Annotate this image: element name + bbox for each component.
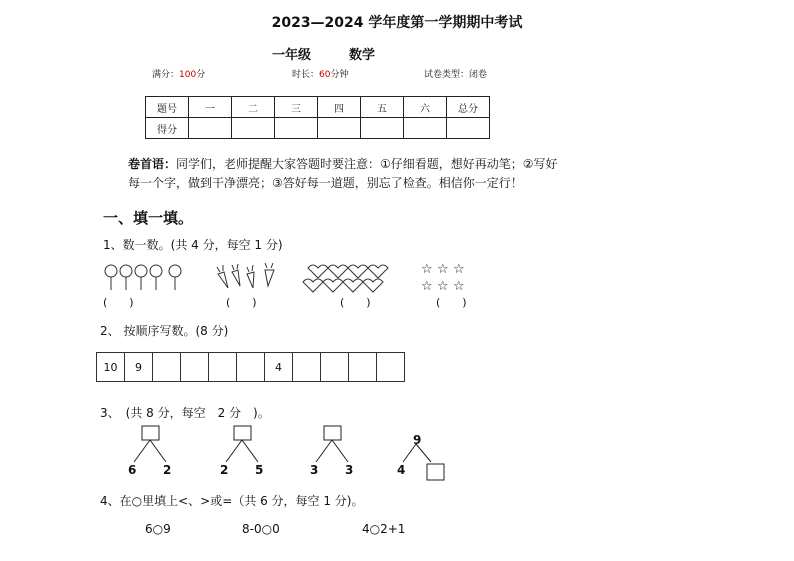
bond-left-number: 4 (397, 463, 406, 477)
time-value: 60 (319, 70, 331, 80)
sequence-blank[interactable] (181, 353, 209, 382)
counting-pictures (100, 260, 500, 296)
bond-right-number: 2 (163, 463, 172, 477)
score-cell: 六 (404, 97, 447, 118)
score-cell: 五 (361, 97, 404, 118)
sequence-blank[interactable] (321, 353, 349, 382)
score-cell: 三 (275, 97, 318, 118)
grade-label: 一年级 (272, 48, 312, 63)
svg-text:☆: ☆ (437, 279, 449, 294)
comparison-item[interactable]: 6○9 (145, 522, 171, 536)
sequence-cell: 10 (97, 353, 125, 382)
score-table-header-row (146, 97, 490, 118)
carrot-icon (217, 263, 274, 288)
score-input-cell[interactable] (318, 118, 361, 139)
bond-right-number: 3 (345, 463, 354, 477)
score-cell: 得分 (146, 118, 189, 139)
question-3-text: 3、 (共 8 分，每空 2 分 )。 (100, 406, 270, 420)
question-4-text: 4、在○里填上<、>或=（共 6 分，每空 1 分)。 (100, 494, 364, 508)
bond-right-number: 5 (255, 463, 264, 477)
score-input-cell[interactable] (232, 118, 275, 139)
score-table-score-row (146, 118, 490, 139)
sequence-blank[interactable] (377, 353, 405, 382)
score-input-cell[interactable] (447, 118, 490, 139)
sequence-blank[interactable] (153, 353, 181, 382)
score-cell: 二 (232, 97, 275, 118)
sequence-cell: 4 (265, 353, 293, 382)
exam-title: 2023—2024 学年度第一学期期中考试 (271, 15, 523, 31)
bond-left-number: 2 (220, 463, 229, 477)
answer-box[interactable] (427, 464, 444, 480)
svg-text:☆: ☆ (453, 279, 465, 294)
lollipop-icon (105, 265, 181, 290)
answer-blank[interactable]: ( ) (436, 296, 467, 309)
score-cell: 一 (189, 97, 232, 118)
score-input-cell[interactable] (361, 118, 404, 139)
sequence-blank[interactable] (209, 353, 237, 382)
answer-box[interactable] (324, 426, 341, 440)
subject-label: 数学 (349, 48, 376, 63)
sequence-blank[interactable] (237, 353, 265, 382)
sequence-cell: 9 (125, 353, 153, 382)
sequence-blank[interactable] (293, 353, 321, 382)
answer-box[interactable] (142, 426, 159, 440)
comparison-item[interactable]: 8-0○0 (242, 522, 280, 536)
question-2-text: 2、 按顺序写数。(8 分) (100, 324, 229, 338)
sequence-blank[interactable] (349, 353, 377, 382)
message-text: 同学们，老师提醒大家答题时要注意：①仔细看题，想好再动笔；②写好每一个字，做到干净漂亮；③答好每一道题，别忘了检查。相信你一定行！ (128, 157, 558, 190)
star-icon (421, 262, 465, 294)
answer-blank[interactable]: ( ) (340, 296, 371, 309)
section-title: 一、填一填。 (103, 209, 194, 227)
score-cell: 四 (318, 97, 361, 118)
bond-top-number: 9 (413, 433, 422, 447)
score-cell: 题号 (146, 97, 189, 118)
paper-type: 试卷类型：闭卷 (424, 70, 488, 80)
svg-text:☆: ☆ (421, 279, 433, 294)
score-table (145, 96, 490, 139)
svg-text:☆: ☆ (453, 262, 465, 277)
question-1-text: 1、数一数。(共 4 分，每空 1 分) (103, 238, 283, 252)
score-input-cell[interactable] (404, 118, 447, 139)
number-sequence-table (96, 352, 405, 382)
exam-time: 时长：60分钟 (292, 70, 349, 80)
full-score: 满分：100分 (152, 70, 206, 80)
svg-text:☆: ☆ (437, 262, 449, 277)
score-cell: 总分 (447, 97, 490, 118)
opening-message (128, 155, 568, 193)
full-score-value: 100 (179, 70, 197, 80)
answer-box[interactable] (234, 426, 251, 440)
answer-blank[interactable]: ( ) (103, 296, 134, 309)
message-label: 卷首语： (128, 157, 177, 171)
heart-icon (303, 265, 388, 292)
answer-blank[interactable]: ( ) (226, 296, 257, 309)
svg-text:☆: ☆ (421, 262, 433, 277)
score-input-cell[interactable] (189, 118, 232, 139)
score-input-cell[interactable] (275, 118, 318, 139)
bond-left-number: 3 (310, 463, 319, 477)
bond-left-number: 6 (128, 463, 137, 477)
comparison-item[interactable]: 4○2+1 (362, 522, 406, 536)
